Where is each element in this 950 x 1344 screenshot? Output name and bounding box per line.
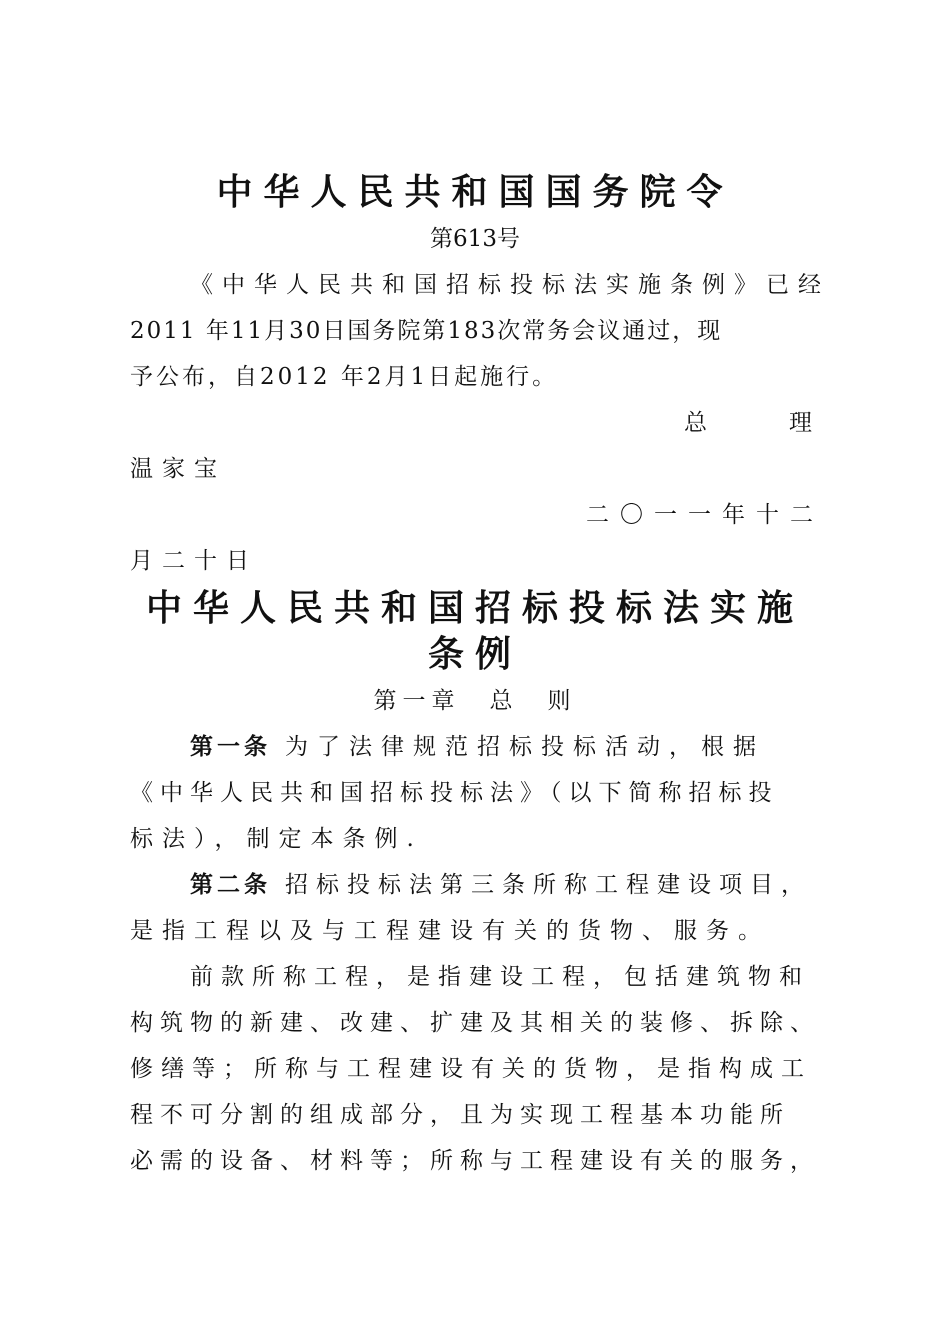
paragraph-line-3: 修缮等；所称与工程建设有关的货物，是指构成工 bbox=[130, 1056, 812, 1082]
decree-title: 中华人民共和国国务院令 bbox=[216, 171, 734, 213]
article1-label: 第一条 bbox=[190, 734, 271, 760]
chapter-heading: 第一章 总 则 bbox=[373, 688, 577, 714]
article1-line-3: 标法），制定本条例. bbox=[130, 826, 423, 852]
article1-line-2: 《中华人民共和国招标投标法》（以下简称招标投 bbox=[130, 780, 779, 806]
regulation-title-line2: 条例 bbox=[427, 633, 522, 675]
article2-line-1 bbox=[190, 870, 812, 900]
signer-name: 温家宝 bbox=[130, 456, 226, 482]
article2-text-1: 招标投标法第三条所称工程建设项目， bbox=[285, 872, 812, 898]
signer-title: 总 理 bbox=[684, 410, 824, 436]
decree-date-part2: 月二十日 bbox=[130, 548, 258, 574]
article1-text-1: 为了法律规范招标投标活动，根据 bbox=[285, 734, 765, 760]
decree-body-line-2: 2011 年11月30日国务院第183次常务会议通过，现 bbox=[130, 318, 723, 344]
article1-line-1 bbox=[190, 732, 765, 762]
decree-body-line-1: 《中华人民共和国招标投标法实施条例》已经 bbox=[190, 272, 830, 298]
article2-label: 第二条 bbox=[190, 872, 271, 898]
regulation-title-line1: 中华人民共和国招标投标法实施 bbox=[145, 587, 804, 629]
paragraph-line-4: 程不可分割的组成部分，且为实现工程基本功能所 bbox=[130, 1102, 790, 1128]
paragraph-line-1: 前款所称工程，是指建设工程，包括建筑物和 bbox=[190, 964, 810, 990]
article2-line-2: 是指工程以及与工程建设有关的货物、服务。 bbox=[130, 918, 770, 944]
decree-number: 第613号 bbox=[430, 226, 520, 252]
decree-date-part1: 二〇一一年十二 bbox=[586, 502, 824, 528]
paragraph-line-2: 构筑物的新建、改建、扩建及其相关的装修、拆除、 bbox=[130, 1010, 820, 1036]
paragraph-line-5: 必需的设备、材料等；所称与工程建设有关的服务， bbox=[130, 1148, 820, 1174]
decree-body-line-3: 予公布，自2012 年2月1日起施行。 bbox=[130, 364, 559, 390]
